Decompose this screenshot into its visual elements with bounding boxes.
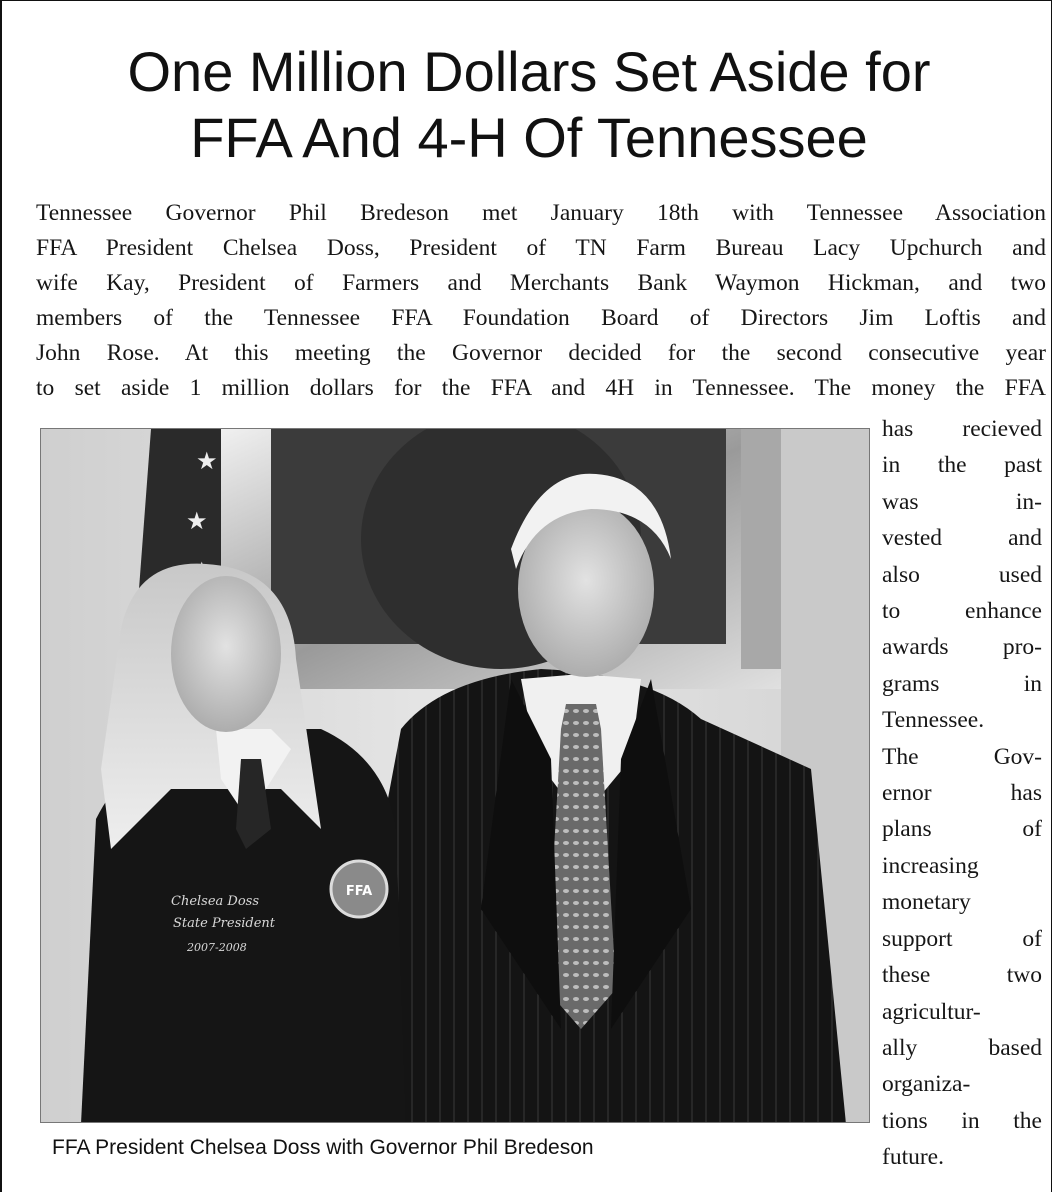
photo-caption: FFA President Chelsea Doss with Governor Phil Bredeson [52,1136,594,1159]
headline-line-1: One Million Dollars Set Aside for [127,40,931,103]
intro-line: to set aside 1 million dollars for the FFA and 4H in Tennessee. The money the FFA [36,375,1046,401]
side-line: tions in the [882,1107,1042,1134]
side-line: awards pro- [882,634,1042,661]
article-side-column [882,411,1042,1176]
side-line: in the past [882,452,1042,479]
article-photo [40,428,870,1123]
jacket-name: Chelsea Doss [171,894,260,909]
side-line: agricultur- [882,998,981,1025]
side-line: organiza- [882,1071,971,1098]
intro-line: members of the Tennessee FFA Foundation Board of Directors Jim Loftis and [36,305,1046,331]
side-line: grams in [882,670,1042,697]
side-line: Tennessee. [882,707,985,734]
intro-line: Tennessee Governor Phil Bredeson met January 18th with Tennessee Association [36,200,1046,226]
jacket-title: State President [173,916,276,931]
side-line: also used [882,561,1042,588]
side-line: plans of [882,816,1042,843]
svg-text:★: ★ [186,507,208,535]
intro-line: FFA President Chelsea Doss, President of TN Farm Bureau Lacy Upchurch and [36,235,1046,261]
headline [2,39,1054,171]
intro-line: wife Kay, President of Farmers and Merchants Bank Waymon Hickman, and two [36,270,1046,296]
article-intro [36,196,1046,406]
side-line: monetary [882,889,971,916]
side-line: support of [882,925,1042,952]
side-line: these two [882,962,1042,989]
student-face [171,576,281,732]
side-line: has recieved [882,416,1042,442]
side-line: to enhance [882,598,1042,625]
svg-text:★: ★ [196,447,218,475]
side-line: ernor has [882,780,1042,807]
side-line: vested and [882,525,1042,552]
emblem-text: FFA [345,884,373,899]
intro-line: John Rose. At this meeting the Governor decided for the second consecutive year [36,340,1046,366]
headline-line-2: FFA And 4-H Of Tennessee [190,106,868,169]
side-line: future. [882,1144,944,1171]
side-line: was in- [882,488,1042,515]
side-line: ally based [882,1034,1042,1061]
side-line: The Gov- [882,743,1042,770]
jacket-years: 2007-2008 [187,941,247,954]
side-line: increasing [882,852,979,879]
